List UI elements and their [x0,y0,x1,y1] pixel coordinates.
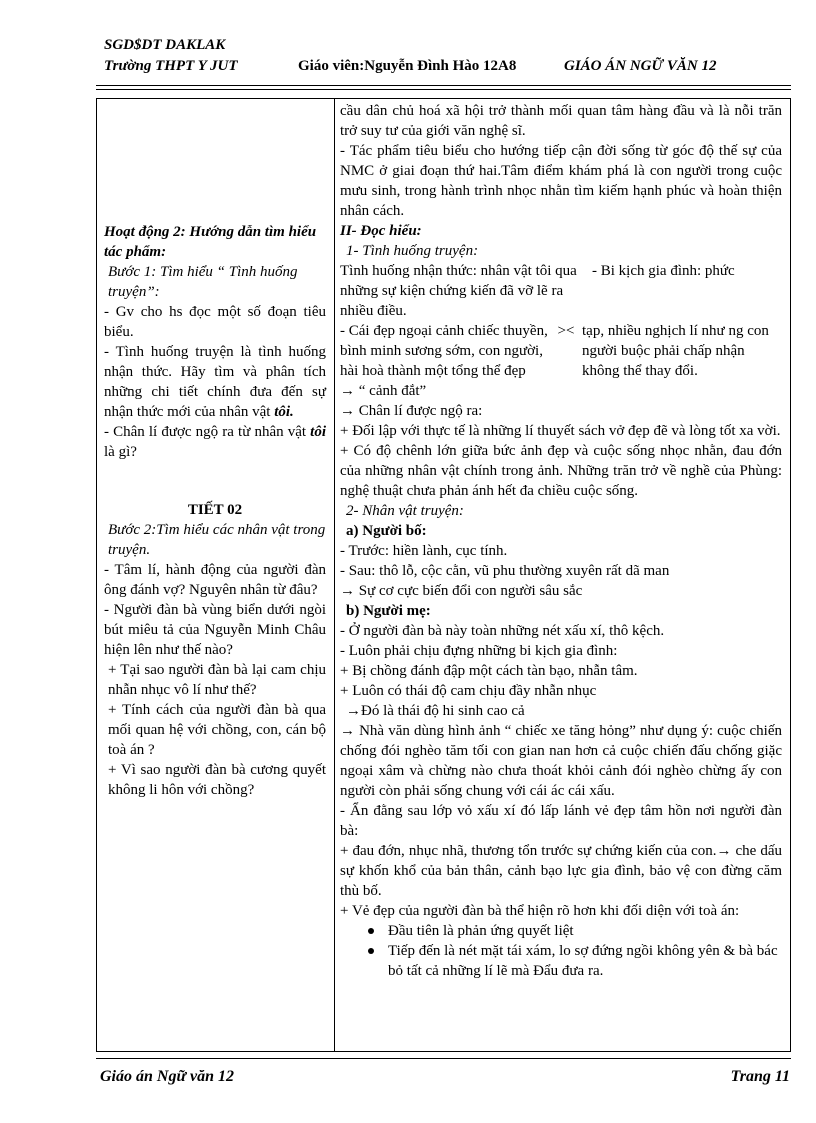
header-school: Trường THPT Y JUT [104,58,238,74]
bullet-item: Đầu tiên là phản ứng quyết liệt [340,921,782,941]
footer-title: Giáo án Ngữ văn 12 [100,1068,235,1085]
content-paragraph: + Đối lập với thực tế là những lí thuyết sách vở đẹp đẽ và lòng tốt xa vời. [340,423,781,439]
subsection-heading: 2- Nhân vật truyện: [346,503,464,519]
header-subject: GIÁO ÁN NGỮ VĂN 12 [564,58,717,74]
subsection-heading: 1- Tình huống truyện: [346,243,479,259]
teacher-question: - Tâm lí, hành động của người đàn ông đánh vợ? Nguyên nhân từ đâu? [104,562,326,598]
teacher-question: - Tình huống truyện là tình huống nhận thức. Hãy tìm và phân tích những chi tiết chính đưa đến sự nhận thức mới của nhân vật tôi. [104,344,326,420]
content-paragraph: - Bi kịch gia đình: phức [592,263,735,279]
content-paragraph: + đau đớn, nhục nhã, thương tổn trước sự chứng kiến của con.→ che dấu sự khốn khổ của bản thân, cảnh bạo lực gia đình, bảo vệ con đừng căm thù bố. [340,843,782,899]
situation-row [340,261,782,321]
activity-2-title: Hoạt động 2: Hướng dẫn tìm hiểu tác phẩm: [104,224,317,260]
teacher-question: - Người đàn bà vùng biển dưới ngòi bút miêu tả của Nguyễn Minh Châu hiện lên như thế nào? [104,602,326,658]
content-paragraph: → Nhà văn dùng hình ảnh “ chiếc xe tăng hỏng” như dụng ý: cuộc chiến chống đói nghèo tăm tối con gian nan hơn cả cuộc chiến đấu chống giặc ngoại xâm và chừng nào chưa thoát khỏi cảnh đói nghèo chừng ấy con người còn phải sống chung với cái ác cái xấu. [340,723,782,799]
character-heading: a) Người bố: [346,523,427,539]
character-heading: b) Người mẹ: [346,603,431,619]
contrast-right: tạp, nhiều nghịch lí như ng con người buộc phải chấp nhận không thể thay đổi. [582,323,769,379]
content-paragraph: → Sự cơ cực biến đổi con người sâu sắc [340,583,583,599]
content-paragraph: + Vẻ đẹp của người đàn bà thể hiện rõ hơn khi đối diện với toà án: [340,903,740,919]
contrast-left: - Cái đẹp ngoại cảnh chiếc thuyền, bình minh sương sớm, con người, hài hoà thành một tổng thể đẹp [340,323,548,379]
content-paragraph: → Chân lí được ngộ ra: [340,403,483,419]
column-divider [334,99,335,1051]
teacher-question: + Vì sao người đàn bà cương quyết không li hôn với chồng? [108,762,326,798]
content-paragraph: → “ cảnh đắt” [340,383,427,399]
content-paragraph: - Tác phẩm tiêu biểu cho hướng tiếp cận đời sống từ góc độ thế sự của NMC ở giai đoạn thứ hai.Tâm điểm khám phá là con người trong cuộc mưu sinh, trong hành trình nhọc nhằn tìm kiếm hạnh phúc và hoàn thiện nhân cách. [340,143,782,219]
header-department: SGD$DT DAKLAK [104,37,226,53]
content-paragraph: cầu dân chủ hoá xã hội trở thành mối quan tâm hàng đầu và là nỗi trăn trở suy tư của giới văn nghệ sĩ. [340,103,782,139]
header-rule [96,85,791,86]
content-paragraph: - Ở người đàn bà này toàn những nét xấu xí, thô kệch. [340,623,665,639]
content-paragraph: - Luôn phải chịu đựng những bi kịch gia đình: [340,643,618,659]
footer-rule [96,1058,791,1059]
content-paragraph: - Sau: thô lỗ, cộc cằn, vũ phu thường xuyên rất dã man [340,563,670,579]
contrast-row [340,321,782,381]
content-paragraph: + Luôn có thái độ cam chịu đầy nhẫn nhục [340,683,597,699]
contrast-symbol: >< [557,323,575,339]
teacher-question: + Tính cách của người đàn bà qua mối quan hệ với chồng, con, cán bộ toà án ? [108,702,326,758]
teacher-question: - Chân lí được ngộ ra từ nhân vật tôi là gì? [104,424,327,460]
section-heading: II- Đọc hiểu: [340,223,422,239]
content-paragraph: - Ẩn đằng sau lớp vỏ xấu xí đó lấp lánh vẻ đẹp tâm hồn nơi người đàn bà: [340,803,782,839]
step-1-heading: Bước 1: Tìm hiểu “ Tình huống truyện”: [108,264,298,300]
teacher-question: - Gv cho hs đọc một số đoạn tiêu biểu. [104,304,326,340]
content-column [340,101,782,981]
content-paragraph: →Đó là thái độ hi sinh cao cả [346,703,525,719]
bullet-item: Tiếp đến là nét mặt tái xám, lo sợ đứng ngồi không yên & bà bác bỏ tất cả những lí lẽ mà Đẩu đưa ra. [340,941,782,981]
content-paragraph: Tình huống nhận thức: nhân vật tôi qua những sự kiện chứng kiến đã vỡ lẽ ra nhiều điều. [340,263,577,319]
header-line [104,58,784,75]
step-2-heading: Bước 2:Tìm hiểu các nhân vật trong truyện. [108,522,326,558]
teacher-question: + Tại sao người đàn bà lại cam chịu nhẫn nhục vô lí như thế? [108,662,326,698]
teacher-activity-column [104,222,326,800]
lesson-period-title: TIẾT 02 [187,502,243,518]
header-teacher: Giáo viên:Nguyễn Đình Hào 12A8 [298,58,517,74]
content-paragraph: + Có độ chênh lớn giữa bức ảnh đẹp và cuộc sống nhọc nhằn, đau đớn của những nhân vật chính trong ảnh. Những trăn trở về nghề của Phùng: nghệ thuật chưa phản ánh hết đa chiều cuộc sống. [340,443,782,499]
page-number: Trang 11 [730,1068,790,1085]
header-rule-thin [96,89,791,90]
content-paragraph: + Bị chồng đánh đập một cách tàn bạo, nhẫn tâm. [340,663,638,679]
content-paragraph: - Trước: hiền lành, cục tính. [340,543,508,559]
